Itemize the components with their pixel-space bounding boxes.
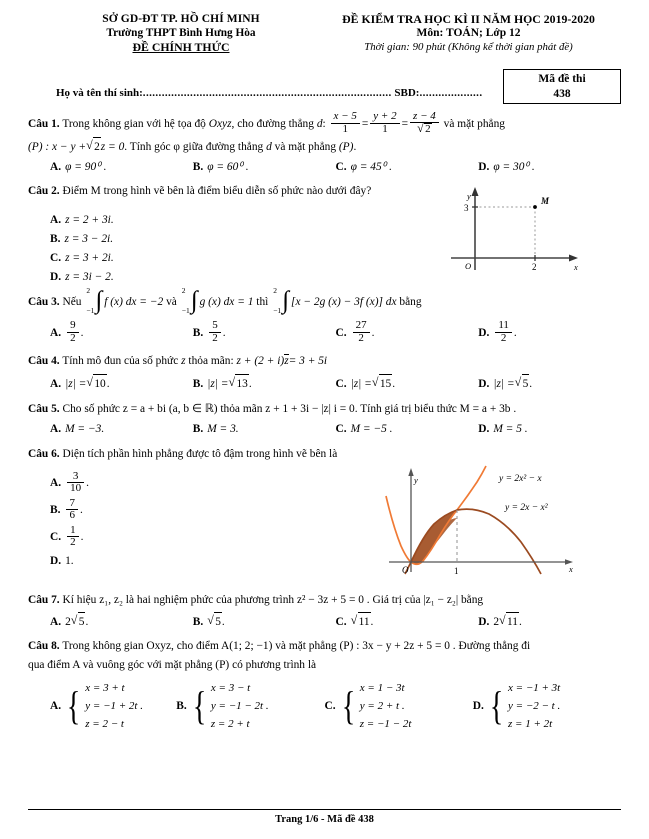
question-5-option-b[interactable] — [193, 420, 336, 439]
opt-sqrt — [86, 374, 106, 394]
question-5-number: Câu 5. — [28, 403, 60, 416]
opt-sqrt — [351, 612, 371, 632]
opt-text: 1. — [65, 554, 74, 567]
question-1-plane-tail: z = 0 — [100, 141, 125, 153]
opt-frac — [66, 498, 78, 522]
question-6-options — [28, 464, 381, 589]
question-2-stem — [28, 182, 443, 201]
question-3 — [28, 287, 621, 345]
question-4-option-d[interactable] — [478, 374, 621, 394]
question-3-integral-1: 2 −1 ∫ — [86, 286, 103, 316]
question-1-text-c: và mặt phẳng — [443, 118, 505, 130]
opt-frac — [67, 320, 79, 344]
question-1-sqrt2 — [86, 137, 101, 157]
sys-line-x: x = 1 − 3t — [359, 682, 405, 695]
question-4-stem — [28, 352, 621, 371]
question-4-eq-b: = 3 + 5i — [288, 355, 328, 368]
question-6-option-d[interactable] — [28, 551, 381, 571]
opt-letter: D. — [478, 161, 490, 173]
int1-upper: 2 — [86, 286, 91, 296]
question-3-stem — [28, 287, 621, 317]
sys-line-z: z = 2 − t — [85, 718, 124, 731]
opt-letter: D. — [478, 615, 490, 628]
school-name: Trường THPT Bình Hưng Hòa — [106, 27, 256, 39]
sys-line-x: x = 3 + t — [85, 682, 125, 695]
opt-num: 1 — [67, 525, 79, 538]
opt-den: 2 — [500, 331, 507, 344]
question-6-number: Câu 6. — [28, 448, 60, 461]
opt-text: z = 2 + 3i. — [65, 214, 114, 226]
question-1-frac-2 — [370, 111, 399, 135]
opt-post: . — [85, 615, 89, 628]
question-6-stem — [28, 445, 621, 464]
question-4-number: Câu 4. — [28, 355, 60, 368]
opt-pre: 2 — [493, 615, 500, 628]
question-7 — [28, 591, 621, 632]
opt-letter: C. — [324, 699, 336, 712]
candidate-sbd-dots[interactable]: .................... — [419, 87, 483, 99]
frac2-den: 1 — [382, 122, 388, 135]
complex-plane-diagram — [443, 182, 593, 277]
question-5-option-d[interactable] — [478, 420, 621, 439]
question-5-stem — [28, 400, 621, 419]
question-3-integral-2: 2 −1 ∫ — [181, 286, 198, 316]
document-header — [28, 12, 621, 55]
question-2-number: Câu 2. — [28, 185, 60, 197]
curve-2x2-minus-x — [386, 466, 486, 564]
frac2-num: y + 2 — [370, 111, 399, 124]
opt-num: 3 — [67, 471, 84, 484]
opt-num: 7 — [66, 498, 78, 511]
sys-line-y: y = −1 − 2t . — [210, 700, 269, 713]
chart6-legend-curve2: y = 2x − x² — [505, 503, 548, 514]
opt-rad: 10 — [93, 374, 106, 394]
opt-num: 9 — [67, 320, 79, 333]
opt-den: 2 — [70, 331, 76, 344]
question-2-figure — [443, 182, 593, 277]
opt-pre: 2 — [65, 615, 71, 628]
question-1-sqrt2-val: 2 — [93, 137, 101, 157]
opt-den: 2 — [212, 331, 218, 344]
opt-letter: B. — [50, 504, 61, 517]
footer-divider — [28, 809, 621, 810]
question-8-number: Câu 8. — [28, 640, 60, 653]
opt-post: . — [106, 377, 110, 390]
question-2-text: Điểm M trong hình vẽ bên là điểm biểu diễn số phức nào dưới đây? — [62, 185, 372, 197]
opt-text: φ = 30⁰ . — [493, 161, 535, 173]
candidate-name-dots[interactable]: ............................................................................... — [142, 87, 392, 99]
opt-letter: C. — [50, 531, 62, 544]
question-8-text-2: qua điểm A và vuông góc với mặt phẳng (P) có phương trình là — [28, 659, 317, 672]
question-3-options — [28, 321, 621, 345]
opt-frac — [353, 320, 370, 344]
frac3-den — [410, 123, 439, 136]
question-1-d2: d — [266, 141, 272, 153]
question-7-option-b[interactable] — [193, 612, 336, 632]
opt-letter: A. — [50, 161, 62, 173]
opt-sqrt — [228, 374, 248, 394]
opt-frac — [67, 525, 79, 549]
question-1-text-rest2: và mặt phẳng — [274, 141, 337, 153]
opt-rad: 5 — [522, 374, 530, 394]
question-2 — [28, 182, 621, 287]
opt-den: 10 — [70, 482, 82, 495]
question-1-frac-1 — [331, 111, 360, 135]
frac3-den-rad: 2 — [425, 123, 431, 136]
question-6-text: Diện tích phần hình phẳng được tô đậm trong hình vẽ bên là — [62, 448, 338, 461]
question-2-option-c[interactable] — [28, 249, 443, 268]
department-name: SỞ GD-ĐT TP. HỒ CHÍ MINH — [102, 13, 260, 25]
chart6-legend-curve1: y = 2x² − x — [499, 474, 542, 485]
question-1-plane-eq: (P) : x − y + — [28, 141, 87, 153]
opt-text: M = −3. — [65, 423, 105, 436]
chart6-origin-label: O — [402, 565, 409, 576]
question-7-options — [28, 612, 621, 632]
opt-post: . — [392, 377, 396, 390]
question-1-stem-line2 — [28, 137, 621, 157]
question-5-text: Cho số phức z = a + bi (a, b ∈ ℝ) thỏa mãn z + 1 + 3i − |z| i = 0. Tính giá trị biểu thức M = a + 3b . — [62, 403, 517, 416]
question-1-text-rest: . Tính góc φ giữa đường thẳng — [124, 141, 264, 153]
opt-text: M = 3. — [207, 423, 239, 436]
opt-sqrt — [372, 374, 392, 394]
opt-sqrt — [71, 612, 89, 632]
opt-letter: D. — [478, 423, 490, 436]
question-3-option-c[interactable]: C. $\frac{27}{2}$ . — [335, 319, 375, 344]
question-3-then: thì — [256, 296, 269, 308]
sys-line-z: z = 1 + 2t — [508, 718, 553, 731]
chart2-x-label: x — [574, 262, 578, 272]
question-2-options — [28, 211, 443, 287]
question-8-option-a[interactable] — [28, 679, 176, 733]
question-7-option-c[interactable] — [336, 612, 479, 632]
question-2-option-a[interactable] — [28, 211, 443, 230]
opt-post: . — [519, 615, 522, 628]
opt-letter: A. — [50, 326, 62, 339]
opt-text: φ = 45⁰ . — [350, 161, 392, 173]
question-4-option-b[interactable] — [193, 374, 336, 394]
question-1 — [28, 111, 621, 177]
opt-letter: C. — [335, 377, 347, 390]
question-4-option-a[interactable] — [28, 374, 193, 394]
opt-letter: B. — [192, 161, 204, 173]
question-4-z-conjugate: z — [284, 355, 289, 368]
opt-letter: B. — [192, 615, 204, 628]
sys-line-y: y = −2 − t . — [508, 700, 561, 713]
opt-pre: |z| = — [493, 377, 515, 390]
opt-letter: D. — [50, 271, 62, 283]
exam-subject: Môn: TOÁN; Lớp 12 — [416, 27, 521, 39]
question-5-option-c[interactable] — [336, 420, 479, 439]
exam-title: ĐỀ KIỂM TRA HỌC KÌ II NĂM HỌC 2019-2020 — [342, 12, 595, 26]
opt-rad: 11 — [358, 612, 371, 632]
page-footer — [28, 809, 621, 825]
question-8-text-1: Trong không gian Oxyz, cho điểm A(1; 2; −1) và mặt phẳng (P) : 3x − y + 2z + 5 = 0 . Đường thẳng đi — [62, 640, 531, 653]
opt-letter: B. — [50, 233, 61, 245]
question-6-figure — [381, 464, 621, 589]
question-1-option-b[interactable] — [193, 158, 336, 177]
question-1-P: (P) — [338, 141, 354, 153]
question-5-option-a[interactable] — [28, 420, 193, 439]
chart2-y-label: y — [467, 191, 471, 201]
opt-text: z = 3 + 2i. — [65, 252, 114, 264]
question-2-left — [28, 182, 443, 287]
sys-line-z: z = 2 + t — [210, 718, 250, 731]
question-8-option-d[interactable] — [473, 679, 621, 733]
opt-letter: A. — [50, 477, 62, 490]
question-1-frac-3 — [410, 111, 439, 136]
opt-post: . — [248, 377, 252, 390]
question-4-eq-a: z + (2 + i) — [236, 355, 285, 368]
question-3-integral-3: 2 −1 ∫ — [273, 286, 290, 316]
exam-duration: Thời gian: 90 phút (Không kể thời gian phát đề) — [364, 41, 573, 53]
header-right-block — [316, 12, 621, 55]
question-4-option-c[interactable] — [336, 374, 479, 394]
opt-post: . — [370, 615, 374, 628]
opt-text: φ = 90⁰ . — [65, 161, 107, 173]
opt-post: . — [221, 615, 225, 628]
opt-post: . — [529, 377, 533, 390]
opt-letter: B. — [192, 423, 204, 436]
question-6-option-c[interactable]: C. $\frac{1}{2}$ . — [50, 523, 84, 549]
candidate-fields — [56, 87, 482, 99]
opt-letter: C. — [335, 326, 347, 339]
int2-upper: 2 — [181, 286, 186, 296]
opt-letter: D. — [472, 699, 484, 712]
opt-sqrt — [207, 612, 222, 632]
int3-upper: 2 — [273, 286, 277, 296]
question-8-stem-line2 — [28, 656, 621, 675]
opt-letter: C. — [335, 423, 347, 436]
opt-rad: 13 — [235, 374, 248, 394]
question-8-option-b[interactable] — [176, 679, 324, 733]
question-4 — [28, 352, 621, 394]
area-between-curves-chart — [381, 464, 621, 582]
question-1-options — [28, 158, 621, 177]
question-7-text: Kí hiệu z₁, z₂ là hai nghiệm phức của phương trình z² − 3z + 5 = 0 . Giá trị của |z₁ − z₂| bằng — [62, 594, 484, 607]
question-3-text-a: Nếu — [62, 296, 82, 308]
brace-icon: { — [66, 683, 81, 729]
opt-rad: 11 — [506, 612, 519, 632]
chart2-point-label-M: M — [541, 196, 550, 206]
opt-text: z = 3i − 2. — [65, 271, 114, 283]
opt-sqrt — [499, 612, 519, 632]
opt-text: z = 3 − 2i. — [64, 233, 114, 245]
question-1-text-a: Trong không gian với hệ tọa độ — [62, 118, 206, 130]
chart2-ytick-3: 3 — [464, 203, 469, 213]
opt-frac — [495, 320, 512, 344]
opt-letter: A. — [50, 423, 62, 436]
sys-line-z: z = −1 − 2t — [359, 718, 412, 731]
question-5-options — [28, 420, 621, 439]
question-6 — [28, 445, 621, 589]
brace-icon: { — [192, 683, 207, 729]
opt-num: 5 — [209, 320, 221, 333]
footer-text: Trang 1/6 - Mã đề 438 — [275, 814, 374, 825]
opt-letter: B. — [192, 377, 204, 390]
opt-letter: A. — [50, 615, 62, 628]
opt-frac — [209, 320, 221, 344]
question-1-colon: : — [322, 118, 326, 130]
chart2-origin-label: O — [465, 261, 472, 271]
sys-line-y: y = 2 + t . — [359, 700, 405, 713]
question-3-option-d[interactable]: D. $\frac{11}{2}$ . — [478, 319, 517, 344]
opt-num: 27 — [353, 320, 370, 333]
opt-letter: A. — [50, 377, 62, 390]
sys-line-y: y = −1 + 2t . — [85, 700, 143, 713]
opt-letter: C. — [50, 252, 62, 264]
opt-den: 2 — [358, 331, 364, 344]
question-7-number: Câu 7. — [28, 594, 60, 607]
question-3-option-a[interactable]: A. $\frac{9}{2}$ . — [50, 319, 84, 344]
brace-icon: { — [341, 683, 355, 729]
candidate-name-label: Họ và tên thí sinh: — [56, 87, 143, 99]
official-exam-label: ĐỀ CHÍNH THỨC — [132, 40, 230, 54]
question-6-option-b[interactable]: B. $\frac{7}{6}$ . — [50, 496, 83, 522]
question-4-z: z — [181, 355, 186, 368]
question-7-stem — [28, 591, 621, 610]
question-7-option-d[interactable] — [478, 612, 621, 632]
chart6-y-label: y — [414, 475, 418, 486]
opt-letter: D. — [478, 377, 490, 390]
opt-pre: |z| = — [207, 377, 229, 390]
opt-letter: B. — [176, 699, 187, 712]
question-3-mid: và — [166, 296, 177, 308]
question-2-option-d[interactable] — [28, 268, 443, 287]
opt-rad: 5 — [78, 612, 86, 632]
brace-icon: { — [489, 683, 504, 729]
frac1-num: x − 5 — [331, 111, 360, 124]
frac3-num: z − 4 — [410, 111, 439, 124]
chart2-xtick-2: 2 — [532, 262, 537, 272]
question-6-option-a[interactable]: A. $\frac{3}{10}$ . — [50, 469, 89, 495]
question-4-text-a: Tính mô đun của số phức — [62, 355, 179, 368]
opt-den: 2 — [70, 536, 76, 549]
exam-code-value: 438 — [553, 87, 571, 100]
question-3-f2: g (x) dx = 1 — [199, 296, 254, 308]
opt-num: 11 — [495, 320, 512, 333]
question-3-option-b[interactable]: B. $\frac{5}{2}$ . — [192, 319, 226, 344]
opt-frac — [67, 471, 84, 495]
opt-pre: |z| = — [65, 377, 87, 390]
opt-pre: |z| = — [350, 377, 372, 390]
question-3-tail: bằng — [399, 296, 422, 308]
question-4-text-b: thỏa mãn: — [188, 355, 234, 368]
frac1-den: 1 — [342, 122, 348, 135]
opt-letter: A. — [50, 214, 62, 226]
question-1-text-b: , cho đường thẳng — [231, 118, 314, 130]
sys-line-x: x = −1 + 3t — [508, 682, 561, 695]
question-3-f3: [x − 2g (x) − 3f (x)] dx — [291, 296, 397, 308]
opt-rad: 15 — [379, 374, 392, 394]
opt-sqrt — [515, 374, 533, 394]
opt-letter: D. — [50, 554, 62, 567]
opt-rad: 5 — [214, 612, 222, 632]
int3-lower: −1 — [273, 306, 282, 316]
question-3-number: Câu 3. — [28, 296, 60, 308]
question-1-option-a[interactable] — [28, 158, 193, 177]
opt-text: M = 5 . — [493, 423, 528, 436]
opt-text: M = −5 . — [350, 423, 393, 436]
header-left-block — [28, 12, 316, 55]
exam-code-label: Mã đề thi — [538, 72, 586, 85]
int2-lower: −1 — [181, 306, 190, 316]
opt-letter: C. — [335, 161, 347, 173]
question-1-option-c[interactable] — [336, 158, 479, 177]
candidate-row — [28, 73, 621, 107]
opt-letter: A. — [50, 699, 62, 712]
question-8-options — [28, 679, 621, 733]
question-5 — [28, 400, 621, 439]
question-1-stem: Câu 1. Trong không gian với hệ tọa độ Oxyz, cho đường thẳng d: $\frac{x - 5}{1}$ = $\frac{y + 2}{1}$ = z − 4 √ 2 và mặt phẳng — [28, 111, 621, 137]
question-8 — [28, 637, 621, 733]
question-8-stem-line1 — [28, 637, 621, 656]
question-1-option-d[interactable] — [478, 158, 621, 177]
chart6-xtick-1: 1 — [454, 566, 459, 577]
question-1-number: Câu 1. — [28, 118, 60, 130]
sys-line-x: x = 3 − t — [210, 682, 251, 695]
question-4-options — [28, 374, 621, 394]
question-7-option-a[interactable] — [28, 612, 193, 632]
opt-letter: B. — [192, 326, 204, 339]
opt-letter: C. — [335, 615, 347, 628]
opt-den: 6 — [69, 509, 75, 522]
opt-text: φ = 60⁰ . — [207, 161, 249, 173]
candidate-sbd-label: SBD: — [394, 87, 420, 99]
exam-code-box — [503, 69, 621, 104]
question-1-period: . — [353, 141, 357, 153]
question-1-oxyz: Oxyz — [208, 118, 232, 130]
question-3-f1: f (x) dx = −2 — [104, 296, 164, 308]
question-8-option-c[interactable] — [325, 679, 473, 733]
question-2-option-b[interactable] — [28, 230, 443, 249]
opt-letter: D. — [478, 326, 490, 339]
int1-lower: −1 — [86, 306, 95, 316]
chart6-x-label: x — [569, 564, 573, 575]
question-1-line-d: d — [316, 118, 323, 130]
